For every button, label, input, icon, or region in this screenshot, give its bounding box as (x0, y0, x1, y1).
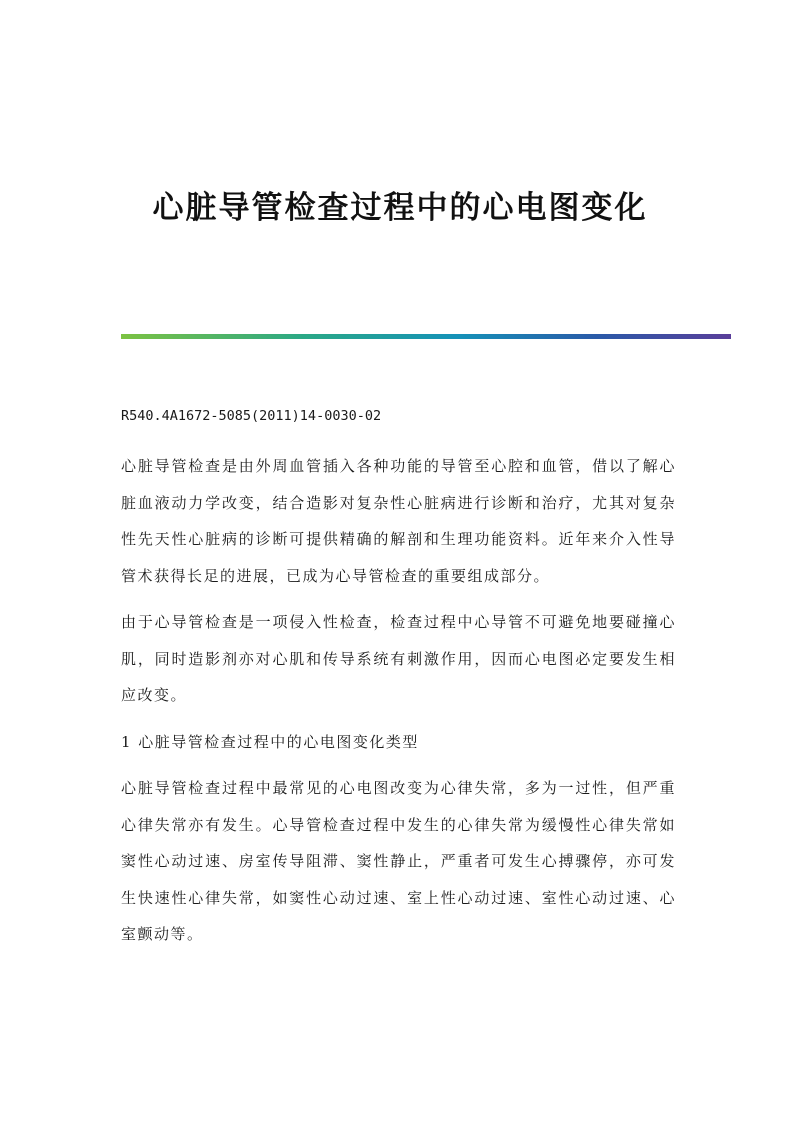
paragraph-arrhythmia: 心脏导管检查过程中最常见的心电图改变为心律失常，多为一过性，但严重心律失常亦有发生。心导管检查过程中发生的心律失常为缓慢性心律失常如窦性心动过速、房室传导阻滞、窦性静止，严重者可发生心搏骤停，亦可发生快速性心律失常，如窦性心动过速、室上性心动过速、室性心动过速、心室颤动等。 (121, 779, 676, 943)
section-heading: 1 心脏导管检查过程中的心电图变化类型 (121, 732, 419, 751)
paragraph-intro: 心脏导管检查是由外周血管插入各种功能的导管至心腔和血管，借以了解心脏血液动力学改变，结合造影对复杂性心脏病进行诊断和治疗，尤其对复杂性先天性心脏病的诊断可提供精确的解剖和生理功能资料。近年来介入性导管术获得长足的进展，已成为心导管检查的重要组成部分。 (121, 457, 676, 585)
classification-code: R540.4A1672-5085(2011)14-0030-02 (121, 408, 382, 424)
title-divider (121, 334, 731, 339)
document-title: 心脏导管检查过程中的心电图变化 (152, 190, 648, 226)
document-body (121, 402, 676, 963)
paragraph-invasive: 由于心导管检查是一项侵入性检查，检查过程中心导管不可避免地要碰撞心肌，同时造影剂亦对心肌和传导系统有刺激作用，因而心电图必定要发生相应改变。 (121, 613, 676, 704)
